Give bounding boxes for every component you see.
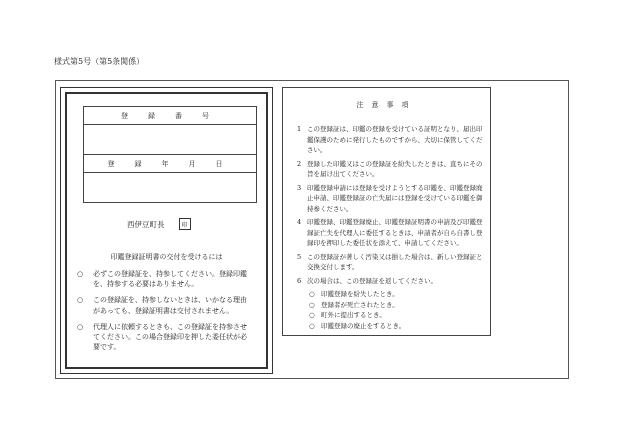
notice-sub-item-text: 登録者が死亡されたとき。 <box>321 300 399 309</box>
notice-item-text: この登録証が著しく汚染又は損した場合は、新しい登録証と交換交付します。 <box>307 252 483 271</box>
notice-item <box>297 252 483 273</box>
registration-table <box>83 106 257 203</box>
card-note-text: 必ずこの登録証を、持参してください。登録印鑑を、持参する必要はありません。 <box>93 270 247 289</box>
notice-sub-item <box>297 289 483 300</box>
circle-icon: ○ <box>309 290 315 298</box>
notice-item <box>297 217 483 249</box>
notice-item <box>297 159 483 180</box>
notice-sub-item <box>297 310 483 321</box>
reg-number-field <box>84 125 256 155</box>
notice-list <box>297 124 483 331</box>
notice-item-number: 2 <box>297 159 302 168</box>
registration-card-inner-border <box>65 92 268 369</box>
notice-item-number: 5 <box>297 252 302 261</box>
notice-item-text: 次の場合は、この登録証を返してください。 <box>307 276 437 285</box>
circle-icon: ○ <box>309 311 315 319</box>
notice-item-text: 印鑑登録、印鑑登録廃止、印鑑登録証明書の申請及び印鑑登録証亡失を代理人に委任するときは、申請者が自ら自書し登録印を押印した委任状を添えて、申請してください。 <box>307 218 483 247</box>
notice-item <box>297 276 483 287</box>
notice-item-text: 登録した印鑑又はこの登録証を紛失したときは、直ちにその旨を届け出てください。 <box>307 159 483 178</box>
notice-item-text: 印鑑登録申請には登録を受けようとする印鑑を、印鑑登録廃止申請、印鑑登録証の亡失届には登録を受けている印鑑を御持参ください。 <box>307 183 483 213</box>
card-note <box>77 269 253 289</box>
circle-icon: ○ <box>77 270 84 278</box>
notice-sub-item-text: 印鑑登録の廃止をするとき。 <box>321 321 406 330</box>
notice-sub-item <box>297 321 483 332</box>
card-note-text: この登録証を、持参しないときは、いかなる理由があっても、登録証明書は交付されません。 <box>93 296 247 315</box>
circle-icon: ○ <box>77 322 84 331</box>
registration-card <box>60 87 273 374</box>
circle-icon: ○ <box>309 321 315 330</box>
notice-item-number: 3 <box>297 183 302 192</box>
issuer <box>127 218 191 230</box>
notice-title: 注意事項 <box>356 101 417 109</box>
notice-item-number: 1 <box>297 125 302 133</box>
notice-panel <box>282 87 491 336</box>
card-note <box>77 295 253 315</box>
town-name: 西伊豆町長 <box>127 219 165 229</box>
seal-stamp: 印 <box>179 218 191 230</box>
notice-item <box>297 124 483 156</box>
notice-sub-item-text: 印鑑登録を紛失したとき。 <box>321 290 399 298</box>
card-notes <box>77 269 253 358</box>
card-note <box>77 322 253 353</box>
form-number-label: 様式第5号（第5条関係） <box>54 57 145 66</box>
notice-item-number: 6 <box>297 276 302 285</box>
reg-date-label: 登録年月日 <box>84 155 256 173</box>
card-note-text: 代理人に依頼するときも、この登録証を持参させてください。この場合登録印を押した委任状が必要です。 <box>93 322 247 352</box>
notice-item <box>297 183 483 215</box>
notice-item-text: この登録証は、印鑑の登録を受けている証明となり、届出印鑑保護のために発行したものですから、大切に保管してください。 <box>307 125 483 154</box>
circle-icon: ○ <box>309 300 315 309</box>
reg-number-label: 登録番号 <box>84 107 256 125</box>
reg-date-field <box>84 173 256 202</box>
certificate-heading: 印鑑登録証明書の交付を受けるには <box>110 253 223 261</box>
notice-sub-item-text: 町外に提出するとき。 <box>321 311 386 319</box>
circle-icon: ○ <box>77 296 84 305</box>
notice-item-number: 4 <box>297 218 302 226</box>
notice-sub-item <box>297 300 483 311</box>
